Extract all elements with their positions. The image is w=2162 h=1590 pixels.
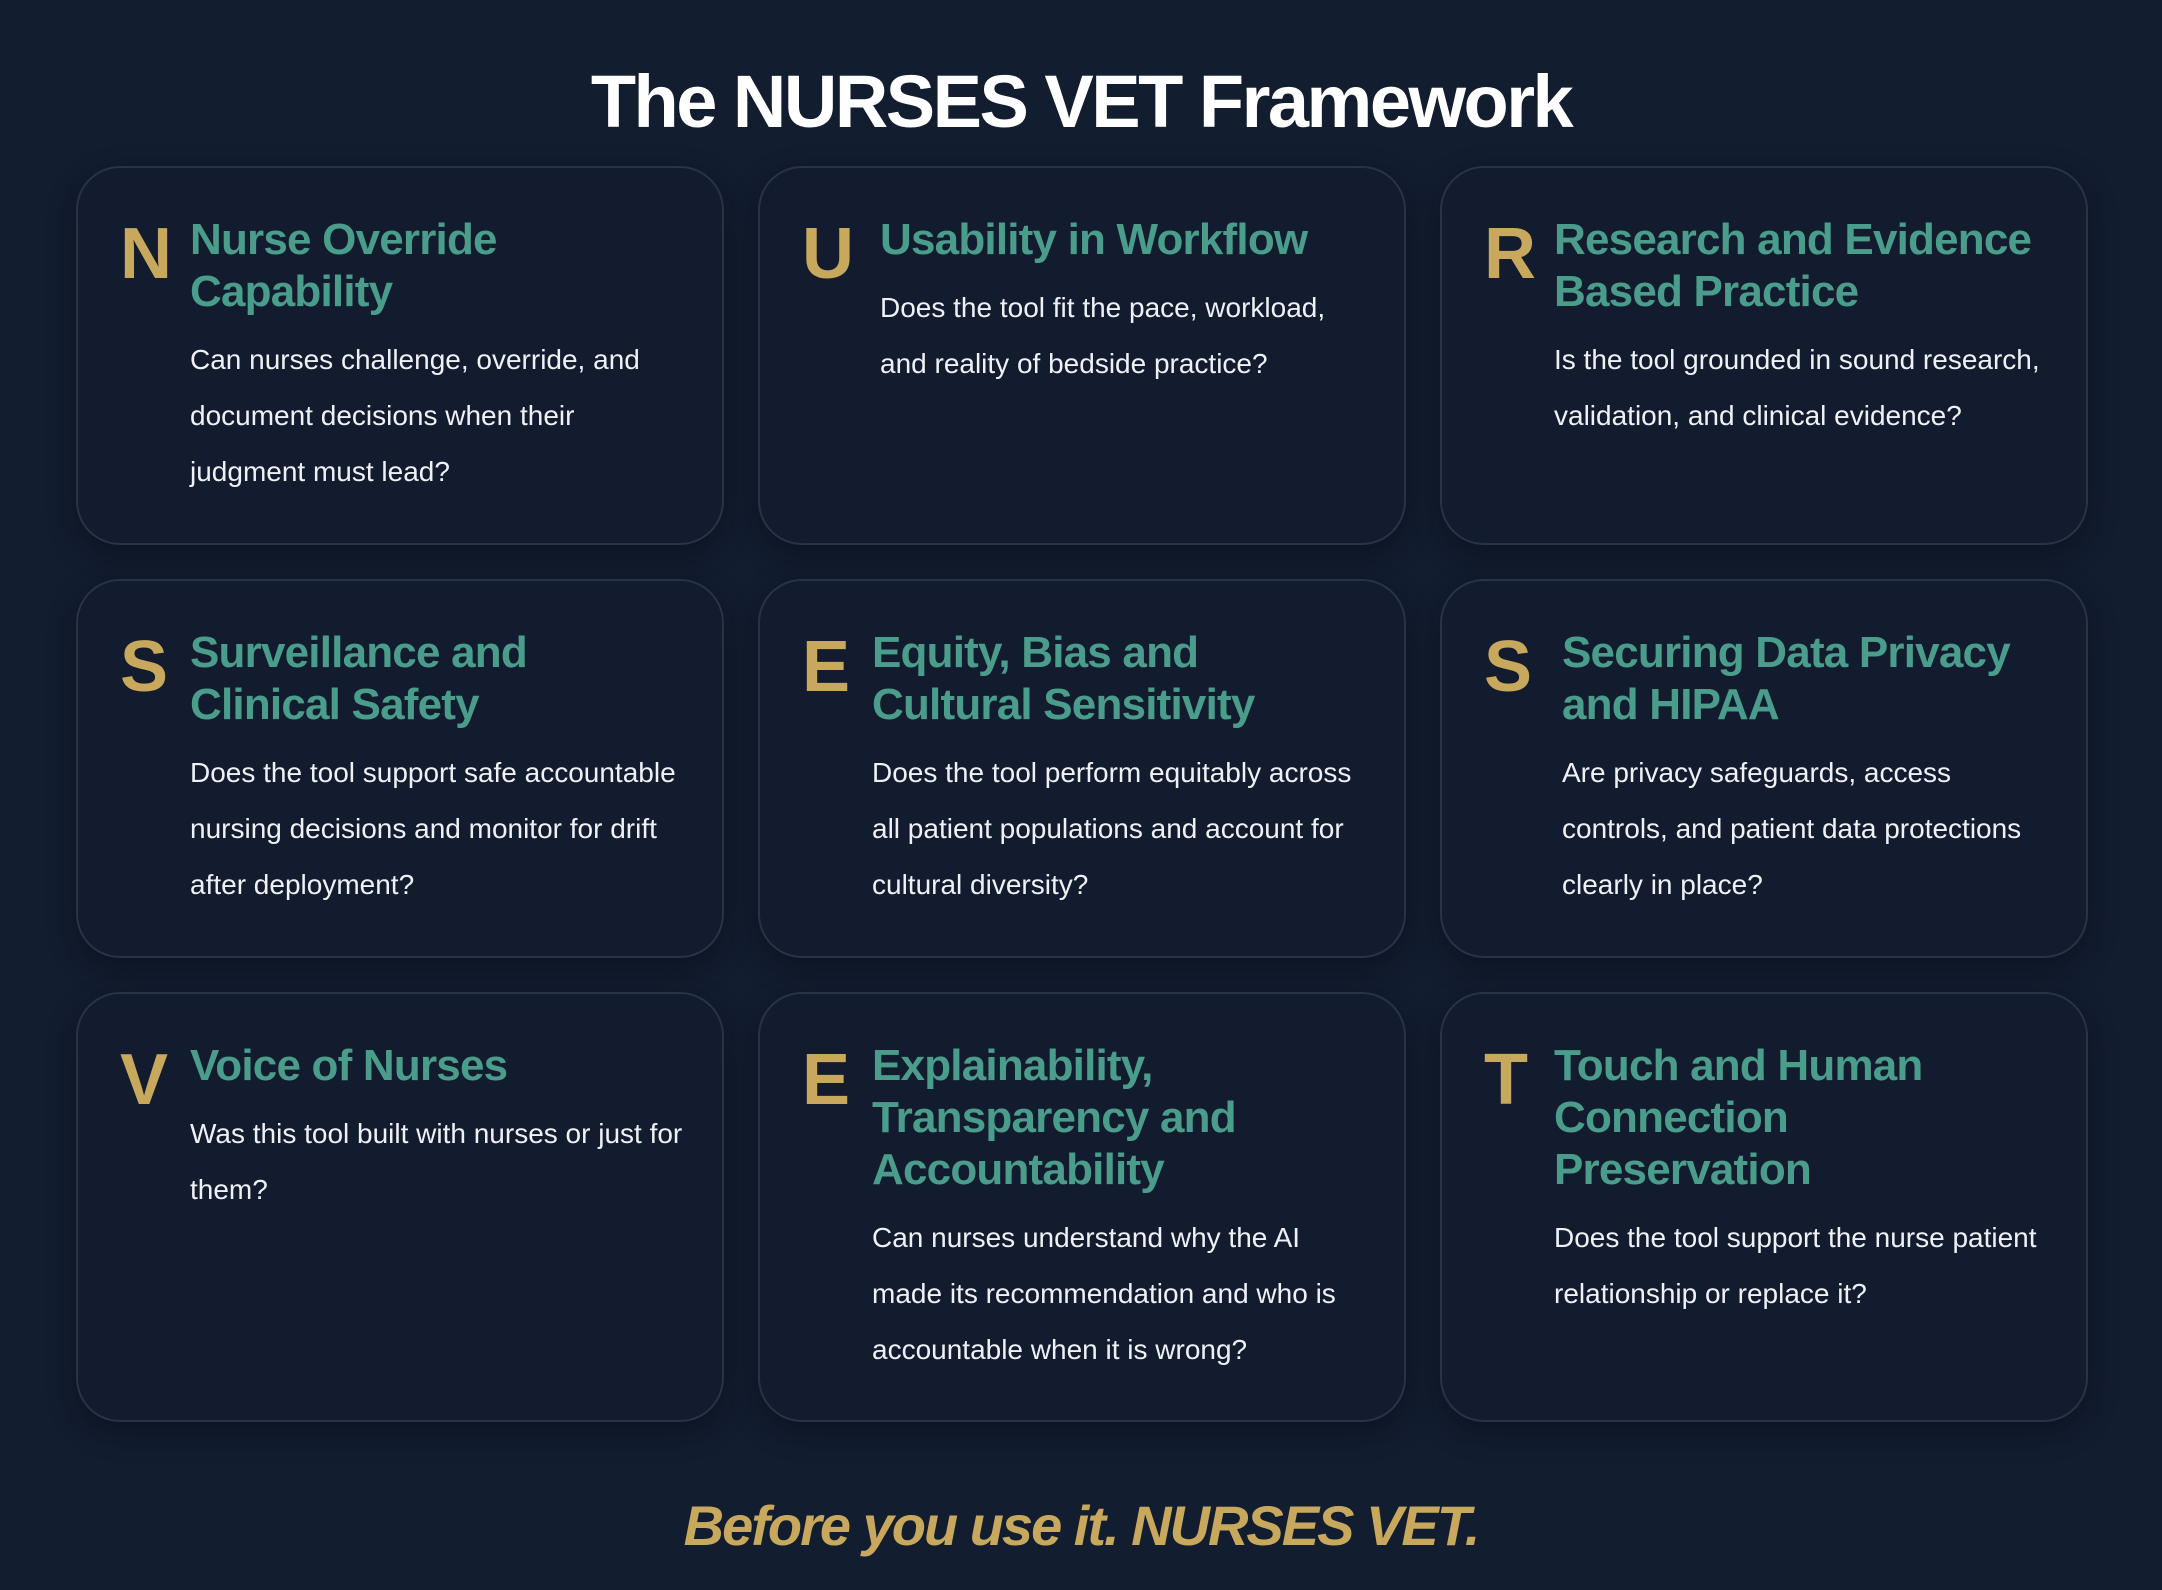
card-content	[1562, 627, 2050, 913]
card-letter: E	[802, 1040, 851, 1120]
card-title: Research and Evidence Based Practice	[1554, 215, 2032, 316]
card-letter: T	[1484, 1040, 1528, 1120]
card-description: Does the tool perform equitably across all patient populations and account for cultural diversity?	[872, 757, 1352, 900]
page-title: The NURSES VET Framework	[590, 59, 1572, 143]
card-description: Does the tool support safe accountable nursing decisions and monitor for drift after deployment?	[190, 757, 676, 900]
card-title: Touch and Human Connection Preservation	[1554, 1041, 1923, 1194]
card-title: Securing Data Privacy and HIPAA	[1562, 628, 2010, 729]
framework-card-equity	[758, 579, 1406, 958]
card-content	[190, 1040, 686, 1218]
framework-card-usability	[758, 166, 1406, 545]
card-letter: N	[120, 214, 172, 294]
framework-card-voice-of-nurses	[76, 992, 724, 1422]
card-title: Surveillance and Clinical Safety	[190, 628, 527, 729]
card-description: Are privacy safeguards, access controls, and patient data protections clearly in place?	[1562, 757, 2022, 900]
card-title: Explainability, Transparency and Accountability	[872, 1041, 1236, 1194]
card-content	[872, 1040, 1368, 1378]
card-letter: R	[1484, 214, 1536, 294]
card-content	[880, 214, 1368, 392]
card-title: Usability in Workflow	[880, 215, 1308, 264]
card-description: Can nurses challenge, override, and document decisions when their judgment must lead?	[190, 344, 640, 487]
card-description: Can nurses understand why the AI made its recommendation and who is accountable when it is wrong?	[872, 1222, 1336, 1365]
card-content	[190, 627, 686, 913]
card-title: Nurse Override Capability	[190, 215, 497, 316]
card-letter: U	[802, 214, 854, 294]
card-content	[872, 627, 1368, 913]
card-letter: E	[802, 627, 851, 707]
card-content	[1554, 214, 2050, 444]
card-content	[1554, 1040, 2050, 1322]
card-description: Does the tool support the nurse patient relationship or replace it?	[1554, 1222, 2037, 1309]
framework-card-human-connection	[1440, 992, 2088, 1422]
card-description: Does the tool fit the pace, workload, and reality of bedside practice?	[880, 292, 1326, 379]
card-letter: S	[1484, 627, 1533, 707]
card-description: Is the tool grounded in sound research, validation, and clinical evidence?	[1554, 344, 2040, 431]
framework-card-data-privacy	[1440, 579, 2088, 958]
card-letter: S	[120, 627, 169, 707]
framework-card-grid	[76, 166, 2088, 1422]
framework-card-nurse-override	[76, 166, 724, 545]
framework-card-explainability	[758, 992, 1406, 1422]
card-letter: V	[120, 1040, 169, 1120]
card-description: Was this tool built with nurses or just for them?	[190, 1118, 683, 1205]
tagline: Before you use it. NURSES VET.	[683, 1494, 1479, 1557]
card-title: Voice of Nurses	[190, 1041, 508, 1090]
card-title: Equity, Bias and Cultural Sensitivity	[872, 628, 1255, 729]
card-content	[190, 214, 686, 500]
framework-card-research	[1440, 166, 2088, 545]
framework-card-surveillance	[76, 579, 724, 958]
